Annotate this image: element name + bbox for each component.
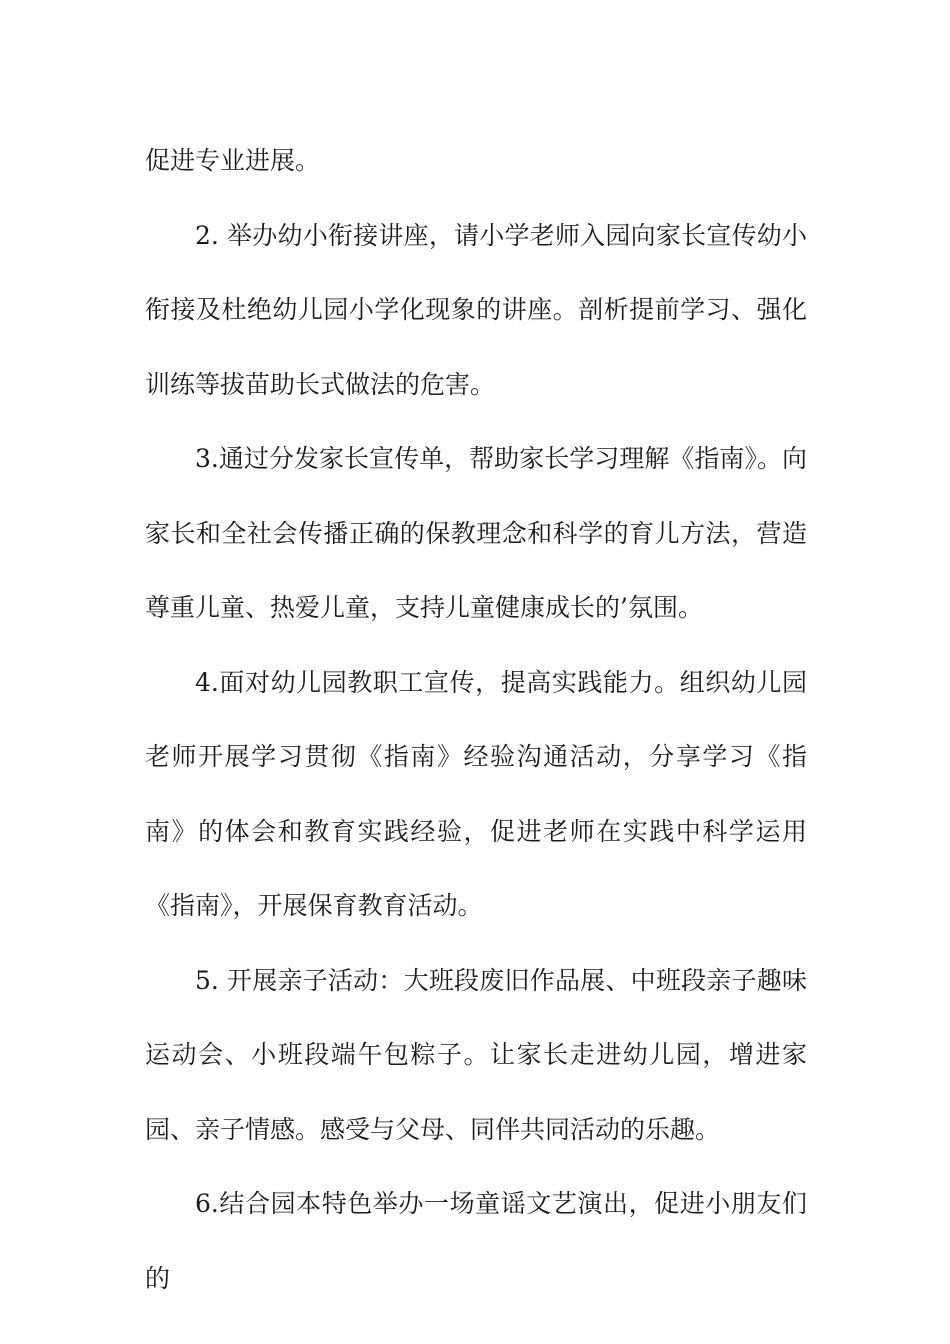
paragraph-item-3: 3.通过分发家长宣传单，帮助家长学习理解《指南》。向家长和全社会传播正确的保教理念和科学的育儿方法，营造尊重儿童、热爱儿童，支持儿童健康成长的’氛围。 <box>145 444 807 622</box>
paragraph-item-5: 5. 开展亲子活动：大班段废旧作品展、中班段亲子趣味运动会、小班段端午包粽子。让家长走进幼儿园，增进家园、亲子情感。感受与父母、同伴共同活动的乐趣。 <box>145 965 807 1144</box>
paragraph-item-4: 4.面对幼儿园教职工宣传，提高实践能力。组织幼儿园老师开展学习贯彻《指南》经验沟通活动，分享学习《指南》的体会和教育实践经验，促进老师在实践中科学运用《指南》，开展保育教育活动。 <box>145 667 807 920</box>
body-text <box>145 124 807 1316</box>
paragraph-item-2: 2. 举办幼小衔接讲座，请小学老师入园向家长宣传幼小衔接及杜绝幼儿园小学化现象的讲座。剖析提前学习、强化训练等拔苗助长式做法的危害。 <box>145 220 807 399</box>
paragraph-continuation: 促进专业进展。 <box>145 146 321 175</box>
paragraph-item-6: 6.结合园本特色举办一场童谣文艺演出，促进小朋友们的 <box>145 1189 807 1293</box>
